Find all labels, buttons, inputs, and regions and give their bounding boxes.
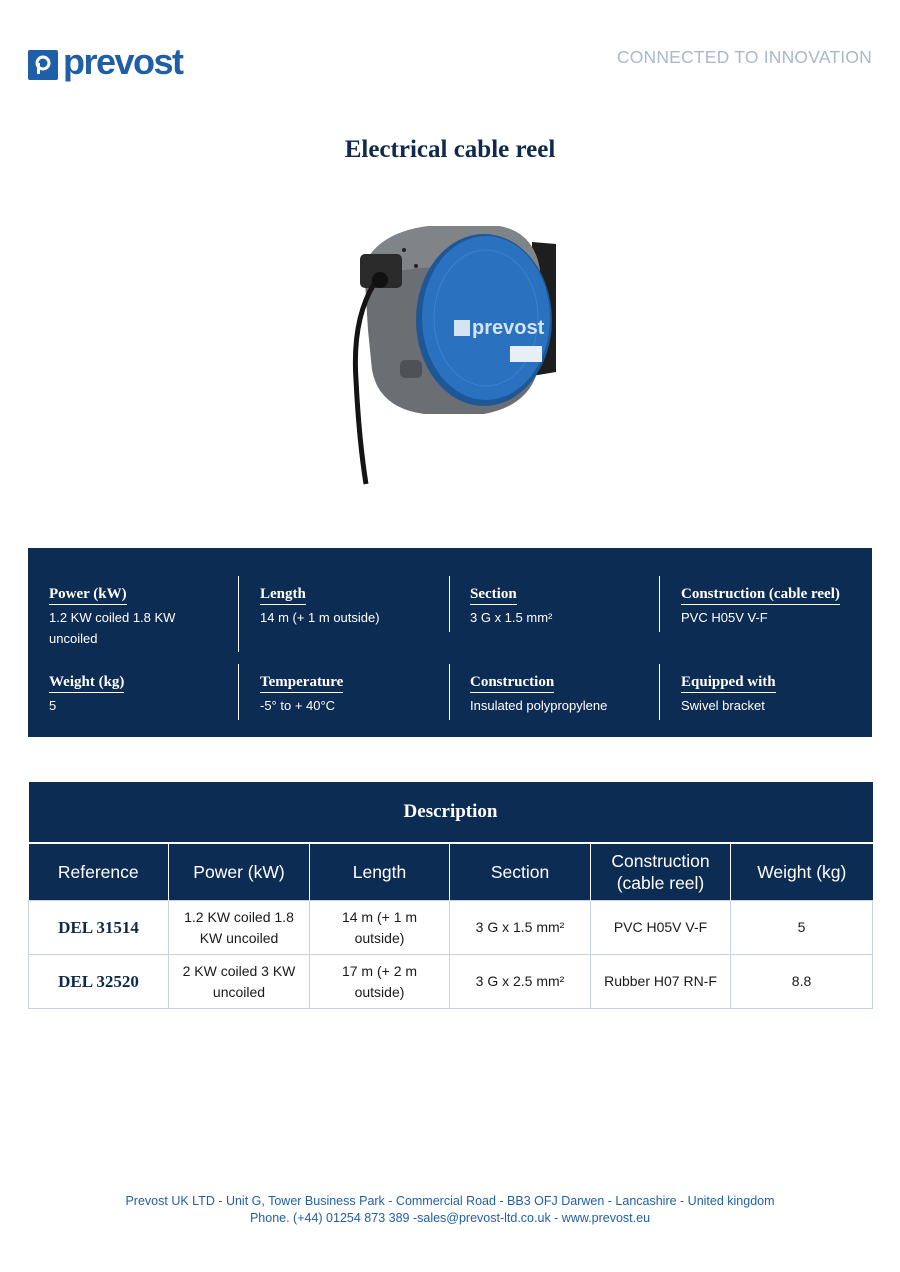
spec-label: Weight (kg) [49,673,124,693]
spec-equipped-with [659,664,850,720]
spec-value: 1.2 KW coiled 1.8 KW uncoiled [49,610,176,646]
cell-section: 3 G x 1.5 mm² [450,901,591,955]
spec-construction [449,664,640,720]
table-caption: Description [29,782,873,843]
spec-value: PVC H05V V-F [681,610,768,625]
cell-power: 2 KW coiled 3 KW uncoiled [169,955,310,1009]
table-row [29,955,873,1009]
spec-label: Power (kW) [49,585,127,605]
spec-label: Construction (cable reel) [681,585,840,605]
tagline: CONNECTED TO INNOVATION [616,47,872,67]
spec-power [49,585,239,649]
description-table [28,782,873,1009]
spec-value: 5 [49,698,57,713]
table-row [29,901,873,955]
cell-construction: Rubber H07 RN-F [591,955,731,1009]
spec-label: Equipped with [681,673,776,693]
footer-address: Prevost UK LTD - Unit G, Tower Business Park - Commercial Road - BB3 OFJ Darwen - Lancashire - United kingdom [125,1194,775,1208]
spec-value: Swivel bracket [681,698,765,713]
spec-construction-cable-reel [659,576,860,632]
spec-label: Length [260,585,306,605]
logo-wordmark: prevost [63,41,183,82]
spec-value: Insulated polypropylene [470,698,608,713]
spec-value: 14 m (+ 1 m outside) [260,610,380,625]
column-header-weight: Weight (kg) [731,843,873,901]
cell-reference: DEL 31514 [29,901,169,955]
logo-p-icon [28,50,58,80]
page-title: Electrical cable reel [344,136,556,163]
product-logo: prevost [472,317,545,339]
footer-contact: Phone. (+44) 01254 873 389 -sales@prevost-ltd.co.uk - www.prevost.eu [249,1211,651,1225]
footer [0,1193,900,1227]
spec-temperature [238,664,429,720]
spec-label: Section [470,585,517,605]
column-header-reference: Reference [29,843,169,901]
spec-value: -5° to + 40°C [260,698,336,713]
cell-length: 14 m (+ 1 m outside) [310,901,450,955]
column-header-section: Section [450,843,591,901]
product-image [334,210,566,490]
cell-power: 1.2 KW coiled 1.8 KW uncoiled [169,901,310,955]
cell-weight: 5 [731,901,873,955]
specs-panel [28,548,872,737]
spec-label: Construction [470,673,554,693]
cell-length: 17 m (+ 2 m outside) [310,955,450,1009]
column-header-power: Power (kW) [169,843,310,901]
cell-section: 3 G x 2.5 mm² [450,955,591,1009]
spec-length [238,576,429,652]
cell-construction: PVC H05V V-F [591,901,731,955]
prevost-logo [28,41,183,82]
spec-label: Temperature [260,673,343,693]
cell-weight: 8.8 [731,955,873,1009]
spec-section [449,576,640,632]
spec-weight [49,673,239,716]
spec-value: 3 G x 1.5 mm² [470,610,553,625]
column-header-length: Length [310,843,450,901]
cell-reference: DEL 32520 [29,955,169,1009]
column-header-construction: Construction (cable reel) [591,843,731,901]
